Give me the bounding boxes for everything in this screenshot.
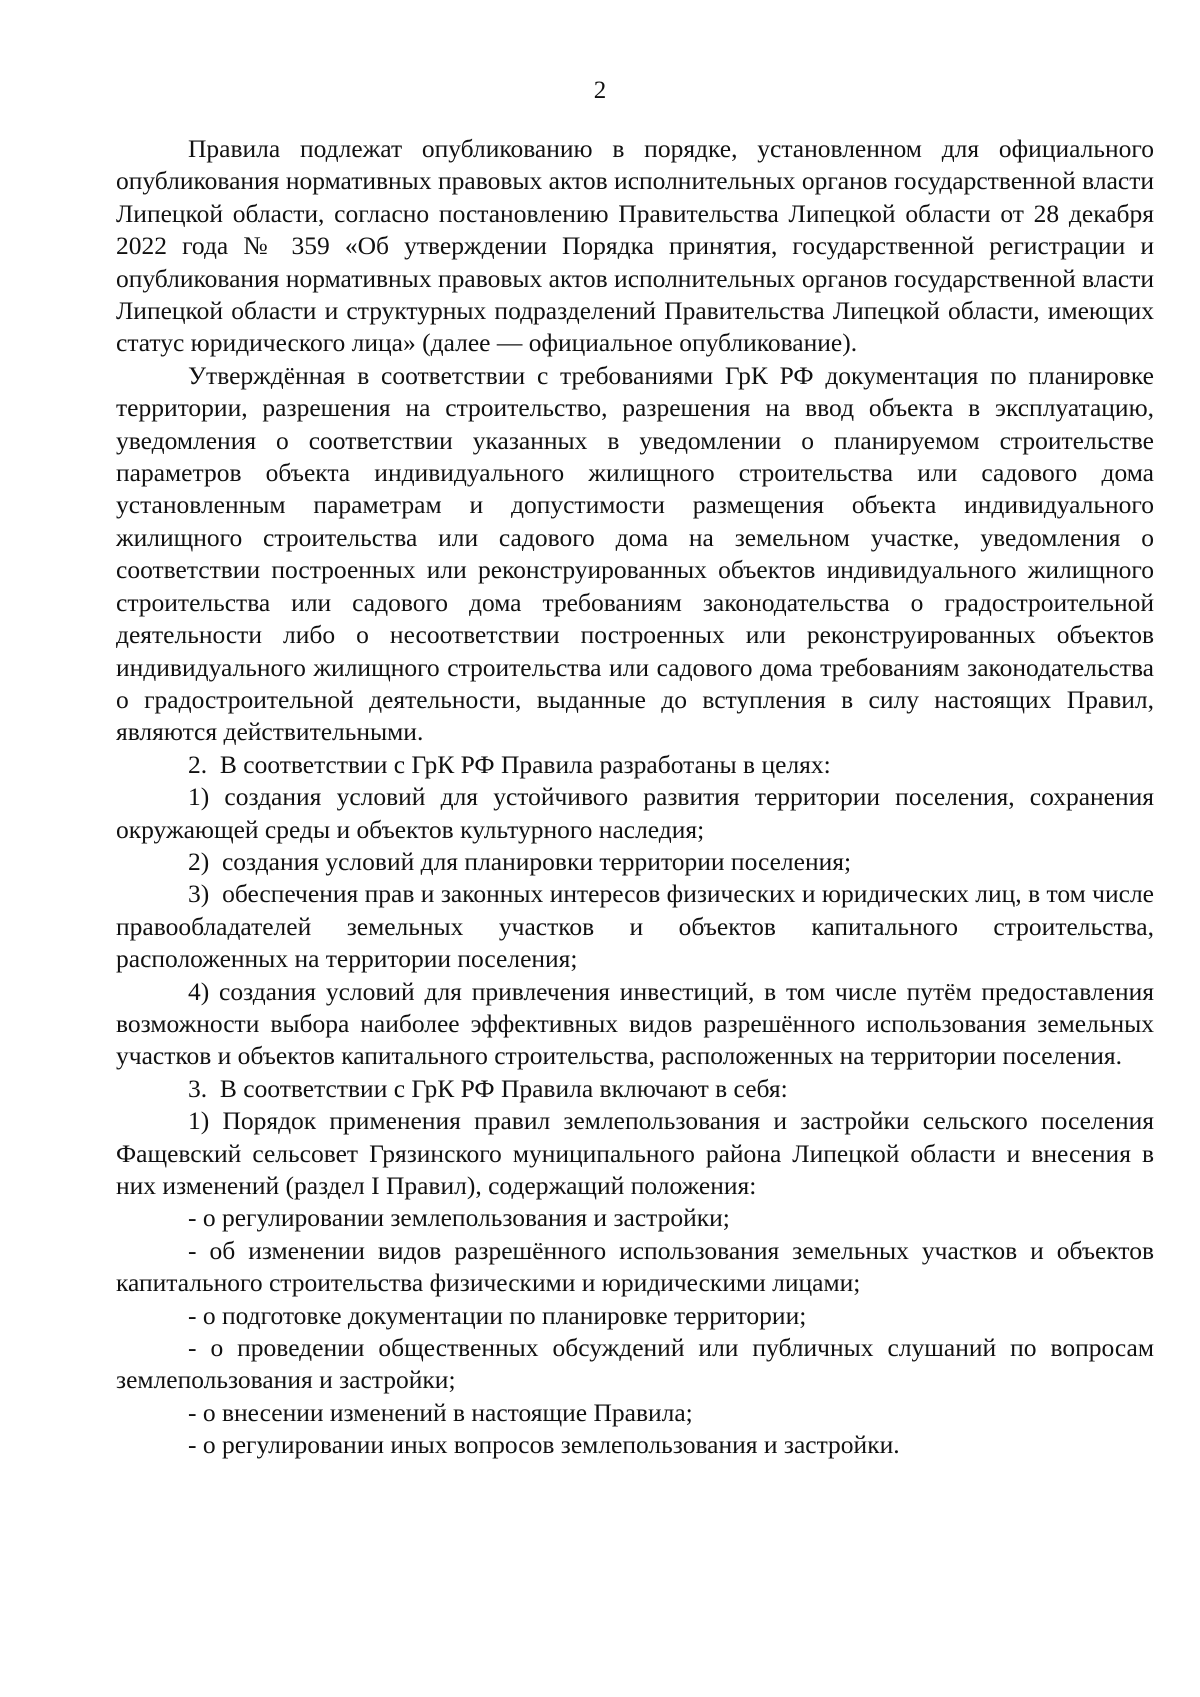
paragraph-goal-2: 2) создания условий для планировки территории поселения;: [188, 846, 852, 876]
paragraph-procedure: 1) Порядок применения правил землепользования и застройки сельского поселения Фащевский сельсовет Грязинского муниципального района Липецкой области и внесения в них изменений (раздел I Правил), содержащий положения:: [116, 1106, 1154, 1200]
paragraph-goal-1: 1) создания условий для устойчивого развития территории поселения, сохранения окружающей среды и объектов культурного наследия;: [116, 782, 1154, 844]
page-number: 2: [593, 77, 607, 104]
list-item: - о регулировании иных вопросов землепользования и застройки.: [188, 1430, 900, 1460]
list-item: - о подготовке документации по планировке территории;: [188, 1300, 807, 1330]
document-body: [116, 133, 1154, 1462]
list-item: - о проведении общественных обсуждений или публичных слушаний по вопросам землепользования и застройки;: [116, 1333, 1154, 1395]
paragraph-goal-4: 4) создания условий для привлечения инвестиций, в том числе путём предоставления возможности выбора наиболее эффективных видов разрешённого использования земельных участков и объектов капитального строительства, расположенных на территории поселения.: [116, 976, 1154, 1071]
list-item: - об изменении видов разрешённого использования земельных участков и объектов капитального строительства физическими и юридическими лицами;: [116, 1235, 1154, 1298]
paragraph-item-2-heading: 2. В соответствии с ГрК РФ Правила разработаны в целях:: [188, 749, 831, 779]
list-item: - о регулировании землепользования и застройки;: [188, 1203, 730, 1233]
list-item: - о внесении изменений в настоящие Правила;: [188, 1397, 693, 1427]
paragraph-goal-3: 3) обеспечения прав и законных интересов физических и юридических лиц, в том числе правообладателей земельных участков и объектов капитального строительства, расположенных на территории поселения;: [116, 879, 1154, 974]
paragraph-item-3-heading: 3. В соответствии с ГрК РФ Правила включают в себя:: [188, 1073, 788, 1103]
paragraph-documentation-validity: Утверждённая в соответствии с требованиями ГрК РФ документация по планировке территории, разрешения на строительство, разрешения на ввод объекта в эксплуатацию, уведомления о соответствии указанных в уведомлении о планируемом строительстве параметров объекта индивидуального жилищного строительства или садового дома установленным параметрам и допустимости размещения объекта индивидуального жилищного строительства или садового дома на земельном участке, уведомления о соответствии построенных или реконструированных объектов индивидуального жилищного строительства или садового дома требованиям законодательства о градостроительной деятельности либо о несоответствии построенных или реконструированных объектов индивидуального жилищного строительства или садового дома требованиям законодательства о градостроительной деятельности, выданные до вступления в силу настоящих Правил, являются действительными.: [116, 360, 1154, 747]
paragraph-publication: Правила подлежат опубликованию в порядке, установленном для официального опубликования нормативных правовых актов исполнительных органов государственной власти Липецкой области, согласно постановлению Правительства Липецкой области от 28 декабря 2022 года № 359 «Об утверждении Порядка принятия, государственной регистрации и опубликования нормативных правовых актов исполнительных органов государственной власти Липецкой области и структурных подразделений Правительства Липецкой области, имеющих статус юридического лица» (далее — официальное опубликование).: [116, 134, 1154, 358]
